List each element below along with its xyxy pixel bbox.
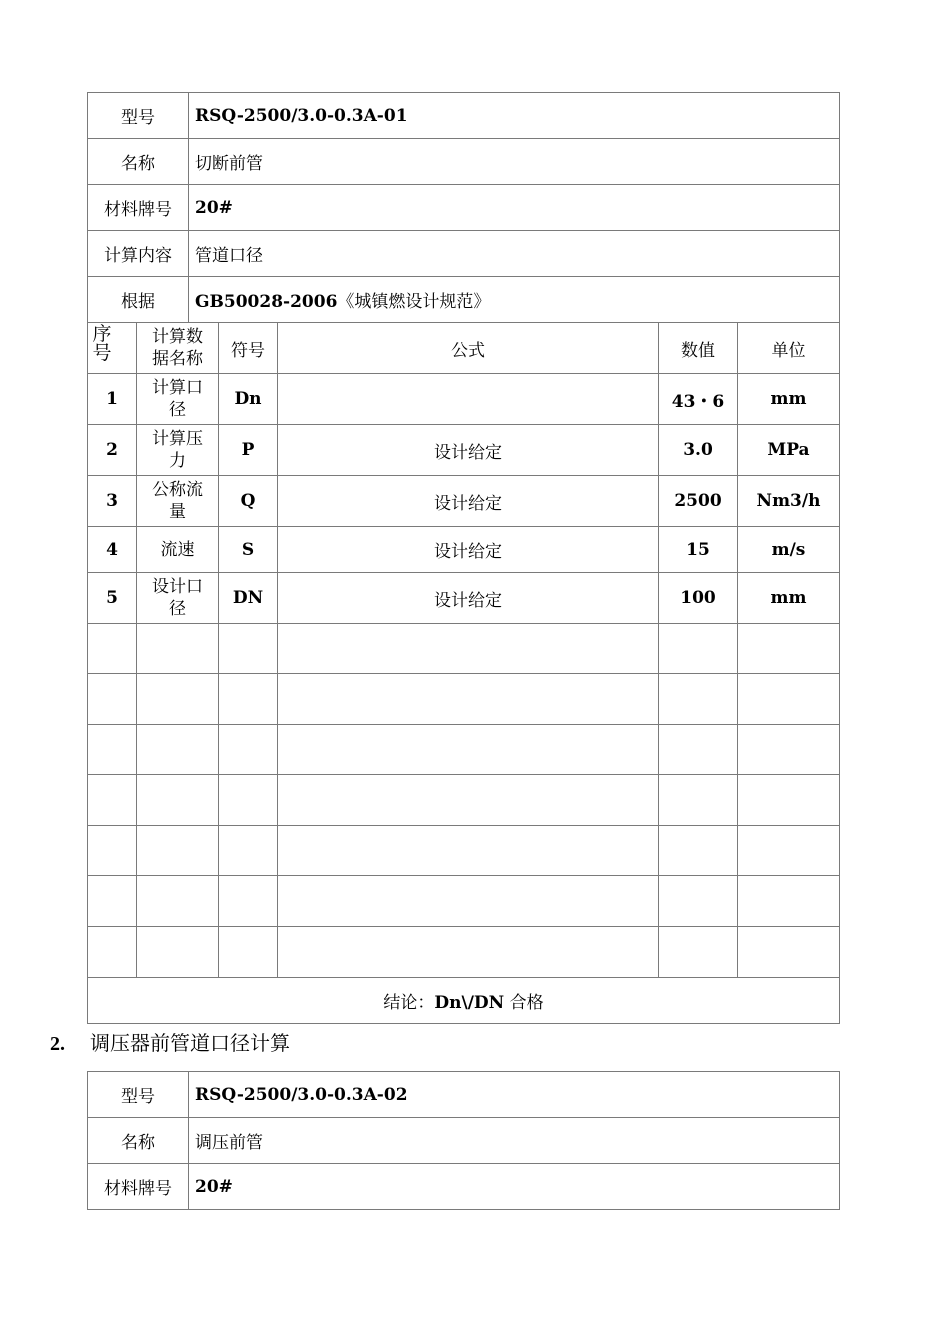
empty-row <box>88 624 840 674</box>
cell-seq: 3 <box>88 476 137 527</box>
cell-unit: m/s <box>738 527 840 573</box>
cell-seq: 5 <box>88 573 137 624</box>
info-row-material <box>88 185 840 231</box>
cell-name: 计算压力 <box>137 425 219 476</box>
info-row-model <box>88 93 840 139</box>
cell-unit: Nm3/h <box>738 476 840 527</box>
info-row-material <box>88 1164 840 1210</box>
header-value: 数值 <box>659 323 738 374</box>
cell-value: 100 <box>659 573 738 624</box>
cell-value: 15 <box>659 527 738 573</box>
cell-formula: 设计给定 <box>278 527 659 573</box>
cell-symbol: Dn <box>219 374 278 425</box>
empty-row <box>88 725 840 775</box>
cell-formula: 设计给定 <box>278 573 659 624</box>
conclusion-prefix: 结论： <box>383 993 435 1013</box>
cell-value: 2500 <box>659 476 738 527</box>
label-basis: 根据 <box>88 277 189 323</box>
cell-unit: mm <box>738 374 840 425</box>
header-seq: 序号 <box>88 323 137 374</box>
cell-seq: 2 <box>88 425 137 476</box>
label-material: 材料牌号 <box>88 185 189 231</box>
basis-standard-code: GB50028-2006 <box>195 292 338 312</box>
table-row <box>88 573 840 624</box>
value-name: 切断前管 <box>189 139 840 185</box>
value-name: 调压前管 <box>189 1118 840 1164</box>
label-name: 名称 <box>88 139 189 185</box>
empty-row <box>88 826 840 876</box>
empty-row <box>88 775 840 826</box>
conclusion <box>88 978 840 1024</box>
basis-standard-title: 《城镇燃设计规范》 <box>337 292 491 312</box>
info-row-content <box>88 231 840 277</box>
table-row <box>88 527 840 573</box>
value-material: 20# <box>189 1164 840 1210</box>
cell-symbol: DN <box>219 573 278 624</box>
value-model: RSQ-2500/3.0-0.3A-02 <box>189 1072 840 1118</box>
calc-table-1 <box>87 92 840 1024</box>
cell-symbol: S <box>219 527 278 573</box>
cell-formula <box>278 374 659 425</box>
label-content: 计算内容 <box>88 231 189 277</box>
section-heading <box>50 1028 290 1058</box>
label-name: 名称 <box>88 1118 189 1164</box>
value-model: RSQ-2500/3.0-0.3A-01 <box>189 93 840 139</box>
cell-seq: 4 <box>88 527 137 573</box>
header-formula: 公式 <box>278 323 659 374</box>
conclusion-row <box>88 978 840 1024</box>
info-row-model <box>88 1072 840 1118</box>
cell-formula: 设计给定 <box>278 476 659 527</box>
calc-table-2 <box>87 1071 840 1210</box>
cell-symbol: Q <box>219 476 278 527</box>
empty-row <box>88 927 840 978</box>
cell-name: 设计口径 <box>137 573 219 624</box>
header-name: 计算数据名称 <box>137 323 219 374</box>
cell-unit: MPa <box>738 425 840 476</box>
info-row-basis <box>88 277 840 323</box>
label-model: 型号 <box>88 93 189 139</box>
label-material: 材料牌号 <box>88 1164 189 1210</box>
value-content: 管道口径 <box>189 231 840 277</box>
conclusion-formula: Dn\/DN <box>434 993 505 1013</box>
value-basis <box>189 277 840 323</box>
cell-value: 43・6 <box>659 374 738 425</box>
cell-name: 计算口径 <box>137 374 219 425</box>
section-number: 2. <box>50 1033 65 1055</box>
value-material: 20# <box>189 185 840 231</box>
table-row <box>88 374 840 425</box>
label-model: 型号 <box>88 1072 189 1118</box>
cell-name: 公称流量 <box>137 476 219 527</box>
empty-row <box>88 674 840 725</box>
cell-value: 3.0 <box>659 425 738 476</box>
info-row-name <box>88 1118 840 1164</box>
cell-name: 流速 <box>137 527 219 573</box>
header-unit: 单位 <box>738 323 840 374</box>
table-row <box>88 425 840 476</box>
table-row <box>88 476 840 527</box>
conclusion-result: 合格 <box>504 993 544 1013</box>
header-symbol: 符号 <box>219 323 278 374</box>
info-row-name <box>88 139 840 185</box>
cell-formula: 设计给定 <box>278 425 659 476</box>
cell-seq: 1 <box>88 374 137 425</box>
cell-unit: mm <box>738 573 840 624</box>
column-header-row <box>88 323 840 374</box>
section-title: 调压器前管道口径计算 <box>90 1031 290 1055</box>
cell-symbol: P <box>219 425 278 476</box>
empty-row <box>88 876 840 927</box>
